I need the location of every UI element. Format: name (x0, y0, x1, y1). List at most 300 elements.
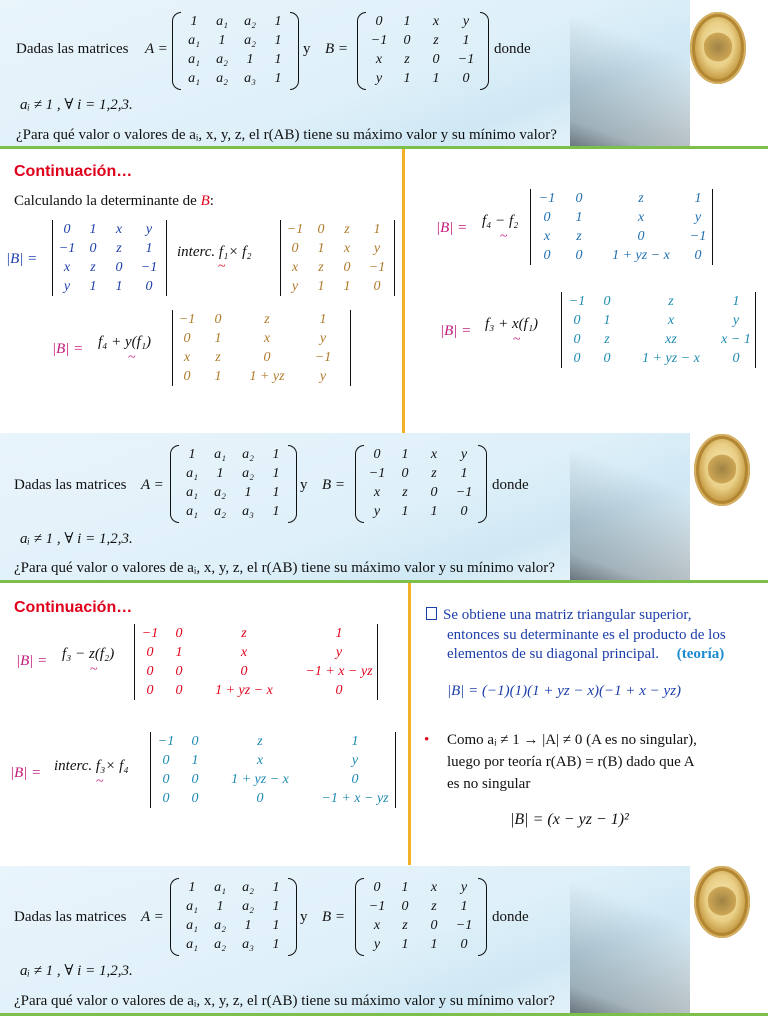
matrix-cell: a₃ (242, 937, 254, 952)
matrix-cell: x (373, 485, 381, 500)
matrix-cell: a₂ (244, 33, 256, 48)
matrix-cell: xz (665, 332, 677, 347)
matrix-cell: 1 (432, 71, 440, 86)
matrix-cell: 0 (460, 504, 468, 519)
matrix-cell: 0 (573, 351, 581, 366)
detb-label-5: |B| = (16, 653, 48, 669)
matrix-cell: a₁ (188, 52, 200, 67)
header-y: y (303, 41, 311, 57)
matrix-cell: a₃ (242, 504, 254, 519)
matrix-cell: 0 (115, 260, 123, 275)
matrix-cell: 0 (343, 260, 351, 275)
header-a-label: A = (141, 909, 164, 925)
note-line-1 (426, 606, 691, 624)
matrix-cell: a₁ (188, 71, 200, 86)
matrix-cell: 0 (543, 248, 551, 263)
matrix-cell: −1 (368, 466, 386, 481)
matrix-cell: y (460, 880, 468, 895)
note-3-text: elementos de su diagonal principal. (447, 646, 660, 662)
tilde-2: ~ (128, 350, 136, 365)
det-bar (561, 292, 562, 368)
paren-right (288, 445, 297, 523)
header-content-3 (0, 866, 768, 1014)
matrix-cell: −1 (455, 918, 473, 933)
matrix-cell: 0 (430, 485, 438, 500)
matrix-cell: z (241, 626, 247, 641)
det-matrix-7 (152, 732, 400, 808)
matrix-cell: 1 (145, 241, 153, 256)
matrix-cell: y (351, 753, 359, 768)
matrix-cell: y (319, 331, 327, 346)
matrix-cell: 1 (272, 880, 280, 895)
matrix-cell: 1 (272, 485, 280, 500)
matrix-cell: 1 (274, 33, 282, 48)
matrix-cell: −1 (689, 229, 707, 244)
matrix-cell: 1 (274, 14, 282, 29)
header-question: ¿Para qué valor o valores de aᵢ, x, y, z, el r(AB) tiene su máximo valor y su mínimo valor? (16, 127, 557, 143)
paren-right (478, 445, 487, 523)
op-row-2: f₄ + y(f₁) (98, 334, 152, 350)
matrix-cell: 0 (462, 71, 470, 86)
op-row-4: f₃ + x(f₁) (485, 316, 539, 332)
matrix-cell: a₁ (186, 918, 198, 933)
matrix-cell: a₂ (244, 14, 256, 29)
matrix-cell: −1 + x − yz (321, 791, 389, 806)
det-bar (530, 189, 531, 265)
matrix-cell: 0 (403, 33, 411, 48)
matrix-cell: 1 (274, 71, 282, 86)
matrix-cell: 0 (175, 664, 183, 679)
tilde-6: ~ (96, 774, 104, 789)
header-content-2 (0, 433, 768, 581)
header-condition: aᵢ ≠ 1 , ∀ i = 1,2,3. (20, 531, 133, 547)
matrix-cell: 1 (274, 52, 282, 67)
matrix-cell: 1 (403, 14, 411, 29)
matrix-cell: y (460, 447, 468, 462)
matrix-cell: a₂ (214, 937, 226, 952)
matrix-cell: −1 (178, 312, 196, 327)
calc-text (14, 192, 214, 210)
bullet-icon: • (424, 732, 430, 748)
header-donde: donde (492, 477, 529, 493)
calc-prefix: Calculando la determinante de (14, 193, 201, 209)
matrix-cell: x (373, 918, 381, 933)
matrix-cell: 1 (89, 279, 97, 294)
matrix-cell: y (732, 313, 740, 328)
matrix-cell: x − 1 (721, 332, 751, 347)
matrix-cell: 1 (317, 241, 325, 256)
det-matrix-2 (282, 220, 394, 296)
matrix-cell: y (291, 279, 299, 294)
header-question: ¿Para qué valor o valores de aᵢ, x, y, z, el r(AB) tiene su máximo valor y su mínimo valor? (14, 560, 555, 576)
matrix-cell: a₂ (216, 71, 228, 86)
detb-label-3: |B| = (436, 220, 468, 236)
matrix-cell: y (373, 241, 381, 256)
matrix-cell: −1 (370, 33, 388, 48)
matrix-cell: y (373, 504, 381, 519)
matrix-cell: 1 + yz − x (231, 772, 289, 787)
header-intro: Dadas las matrices (14, 909, 127, 925)
matrix-cell: a₂ (214, 918, 226, 933)
matrix-cell: −1 (314, 350, 332, 365)
matrix-cell: y (375, 71, 383, 86)
det-matrix-4 (532, 189, 710, 265)
header-b-label: B = (322, 909, 346, 925)
matrix-cell: 0 (373, 279, 381, 294)
matrix-cell: 1 (373, 222, 381, 237)
header-intro: Dadas las matrices (16, 41, 129, 57)
det-bar (350, 310, 351, 386)
matrix-cell: 0 (460, 937, 468, 952)
tilde-1: ~ (218, 259, 226, 274)
matrix-cell: 0 (240, 664, 248, 679)
matrix-cell: y (694, 210, 702, 225)
header-condition: aᵢ ≠ 1 , ∀ i = 1,2,3. (20, 97, 133, 113)
matrix-cell: a₂ (214, 504, 226, 519)
matrix-cell: 1 (575, 210, 583, 225)
matrix-cell: 0 (145, 279, 153, 294)
matrix-cell: x (240, 645, 248, 660)
header-divider (0, 146, 768, 149)
matrix-cell: 1 (694, 191, 702, 206)
matrix-cell: 0 (373, 880, 381, 895)
matrix-cell: a₂ (242, 880, 254, 895)
matrix-cell: 1 (272, 918, 280, 933)
det-bar (172, 310, 173, 386)
matrix-cell: 0 (146, 683, 154, 698)
matrix-cell: −1 (368, 899, 386, 914)
detb-label-6: |B| = (10, 765, 42, 781)
tilde-4: ~ (513, 332, 521, 347)
matrix-cell: x (183, 350, 191, 365)
header-donde: donde (494, 41, 531, 57)
matrix-cell: a₂ (242, 899, 254, 914)
header-question: ¿Para qué valor o valores de aᵢ, x, y, z, el r(AB) tiene su máximo valor y su mínimo valor? (14, 993, 555, 1009)
matrix-cell: z (604, 332, 610, 347)
note-1-text: Se obtiene una matriz triangular superior, (443, 607, 692, 623)
matrix-cell: a₁ (186, 937, 198, 952)
matrix-cell: 0 (191, 772, 199, 787)
matrix-cell: z (638, 191, 644, 206)
matrix-cell: 1 (430, 937, 438, 952)
matrix-a (180, 12, 292, 88)
header-a-label: A = (141, 477, 164, 493)
matrix-cell: −1 (568, 294, 586, 309)
header-b-label: B = (322, 477, 346, 493)
matrix-cell: 1 (218, 33, 226, 48)
matrix-cell: 1 (191, 753, 199, 768)
matrix-cell: x (375, 52, 383, 67)
matrix-cell: 1 (401, 504, 409, 519)
matrix-cell: 0 (603, 294, 611, 309)
matrix-cell: 1 (319, 312, 327, 327)
matrix-cell: a₁ (186, 504, 198, 519)
matrix-cell: 1 (401, 937, 409, 952)
matrix-cell: a₁ (186, 466, 198, 481)
matrix-cell: z (402, 485, 408, 500)
matrix-cell: 0 (162, 791, 170, 806)
matrix-cell: 1 (732, 294, 740, 309)
matrix-cell: 0 (183, 369, 191, 384)
section2-title: Continuación… (14, 599, 133, 616)
matrix-cell: −1 (140, 260, 158, 275)
matrix-cell: z (402, 918, 408, 933)
matrix-cell: 0 (256, 791, 264, 806)
matrix-cell: −1 + x − yz (305, 664, 373, 679)
matrix-b (365, 12, 481, 88)
como-line-3: es no singular (447, 776, 531, 792)
matrix-cell: x (256, 753, 264, 768)
det-matrix-6 (136, 624, 384, 700)
matrix-cell: a₂ (242, 447, 254, 462)
matrix-cell: 1 (460, 899, 468, 914)
matrix-cell: x (291, 260, 299, 275)
column-divider-1 (402, 149, 405, 433)
matrix-cell: 1 + yz − x (642, 351, 700, 366)
matrix-cell: 0 (694, 248, 702, 263)
note-line-2: entonces su determinante es el producto de los (447, 627, 726, 643)
matrix-cell: 0 (430, 918, 438, 933)
matrix-cell: 1 (244, 485, 252, 500)
matrix-cell: z (433, 33, 439, 48)
matrix-cell: 0 (89, 241, 97, 256)
matrix-cell: 1 (272, 504, 280, 519)
matrix-cell: 0 (183, 331, 191, 346)
det-matrix-1 (54, 220, 166, 296)
matrix-cell: 1 (190, 14, 198, 29)
detb-label-4: |B| = (440, 323, 472, 339)
matrix-cell: −1 (157, 734, 175, 749)
paren-right (288, 878, 297, 956)
detb-label-1: |B| = (6, 251, 38, 267)
op-row-6: interc. f₃× f₄ (54, 758, 129, 774)
matrix-cell: z (90, 260, 96, 275)
matrix-cell: y (462, 14, 470, 29)
det-bar (166, 220, 167, 296)
matrix-cell: 0 (291, 241, 299, 256)
matrix-cell: 0 (351, 772, 359, 787)
matrix-cell: −1 (58, 241, 76, 256)
matrix-cell: 0 (573, 332, 581, 347)
matrix-cell: z (576, 229, 582, 244)
matrix-cell: z (431, 899, 437, 914)
matrix-cell: 1 (401, 447, 409, 462)
det-bar (394, 220, 395, 296)
matrix-cell: 0 (732, 351, 740, 366)
matrix-cell: 0 (191, 734, 199, 749)
matrix-cell: x (543, 229, 551, 244)
matrix-cell: z (257, 734, 263, 749)
op-interc-1: interc. f₁× f₂ (177, 244, 252, 260)
matrix-cell: a₁ (188, 33, 200, 48)
detb-label-2: |B| = (52, 341, 84, 357)
tilde-5: ~ (90, 662, 98, 677)
matrix-cell: −1 (141, 626, 159, 641)
matrix-cell: 1 (214, 331, 222, 346)
det-bar (377, 624, 378, 700)
note-line-3 (447, 645, 724, 663)
matrix-cell: x (637, 210, 645, 225)
matrix-cell: z (668, 294, 674, 309)
det-bar (712, 189, 713, 265)
matrix-cell: 0 (214, 312, 222, 327)
det-matrix-3 (174, 310, 348, 386)
matrix-cell: 0 (401, 466, 409, 481)
column-divider-2 (408, 583, 411, 865)
det-bar (395, 732, 396, 808)
header-donde: donde (492, 909, 529, 925)
matrix-cell: z (215, 350, 221, 365)
matrix-cell: 1 (216, 899, 224, 914)
matrix-cell: 0 (637, 229, 645, 244)
header-condition: aᵢ ≠ 1 , ∀ i = 1,2,3. (20, 963, 133, 979)
como-line-2: luego por teoría r(AB) = r(B) dado que A (447, 754, 695, 770)
matrix-cell: a₂ (242, 466, 254, 481)
header-intro: Dadas las matrices (14, 477, 127, 493)
paren-right (480, 12, 489, 90)
matrix-cell: y (145, 222, 153, 237)
matrix-cell: z (404, 52, 410, 67)
matrix-cell: 1 (115, 279, 123, 294)
matrix-b (363, 878, 479, 954)
matrix-cell: 1 (343, 279, 351, 294)
matrix-cell: z (264, 312, 270, 327)
matrix-cell: 1 (335, 626, 343, 641)
matrix-cell: x (115, 222, 123, 237)
matrix-cell: 0 (575, 248, 583, 263)
como-line-1: Como aᵢ ≠ 1 → |A| ≠ 0 (A es no singular), (447, 732, 697, 748)
matrix-cell: 0 (63, 222, 71, 237)
matrix-cell: 1 (351, 734, 359, 749)
matrix-cell: x (432, 14, 440, 29)
header-y: y (300, 477, 308, 493)
matrix-a (178, 445, 290, 521)
matrix-cell: a₁ (186, 899, 198, 914)
header-a-label: A = (145, 41, 168, 57)
header-y: y (300, 909, 308, 925)
op-row-3: f₄ − f₂ (482, 213, 519, 229)
matrix-cell: y (319, 369, 327, 384)
matrix-cell: a₁ (216, 14, 228, 29)
matrix-cell: 0 (432, 52, 440, 67)
matrix-cell: a₂ (216, 52, 228, 67)
matrix-cell: 1 (272, 466, 280, 481)
matrix-cell: 0 (175, 626, 183, 641)
matrix-cell: z (318, 260, 324, 275)
matrix-cell: 1 (214, 369, 222, 384)
op-row-5: f₃ − z(f₂) (62, 646, 115, 662)
matrix-cell: 1 (246, 52, 254, 67)
calc-suffix: : (209, 193, 214, 209)
matrix-cell: z (431, 466, 437, 481)
calc-var: B (200, 193, 210, 209)
matrix-cell: −1 (538, 191, 556, 206)
product-formula: |B| = (−1)(1)(1 + yz − x)(−1 + x − yz) (447, 683, 682, 699)
matrix-cell: y (335, 645, 343, 660)
matrix-cell: x (263, 331, 271, 346)
result-formula: |B| = (x − yz − 1)² (510, 811, 629, 828)
matrix-cell: −1 (286, 222, 304, 237)
matrix-cell: a₁ (186, 485, 198, 500)
matrix-cell: 0 (543, 210, 551, 225)
matrix-cell: 1 (89, 222, 97, 237)
matrix-cell: 0 (162, 772, 170, 787)
matrix-cell: 1 (175, 645, 183, 660)
matrix-cell: 0 (146, 664, 154, 679)
header-shade (570, 0, 690, 148)
matrix-cell: z (116, 241, 122, 256)
det-bar (52, 220, 53, 296)
matrix-cell: x (430, 880, 438, 895)
matrix-cell: y (373, 937, 381, 952)
matrix-cell: 0 (375, 14, 383, 29)
matrix-cell: 0 (335, 683, 343, 698)
tilde-3: ~ (500, 229, 508, 244)
university-seal (690, 12, 746, 84)
matrix-cell: x (343, 241, 351, 256)
teoria-tag: (teoría) (676, 646, 725, 662)
matrix-cell: 1 (216, 466, 224, 481)
matrix-cell: 1 + yz (249, 369, 285, 384)
matrix-cell: 1 (403, 71, 411, 86)
matrix-cell: 1 (430, 504, 438, 519)
matrix-cell: 0 (146, 645, 154, 660)
det-bar (150, 732, 151, 808)
matrix-cell: x (667, 313, 675, 328)
matrix-cell: −1 (368, 260, 386, 275)
matrix-cell: 0 (575, 191, 583, 206)
det-bar (134, 624, 135, 700)
matrix-cell: −1 (455, 485, 473, 500)
matrix-cell: 1 (460, 466, 468, 481)
matrix-cell: 0 (573, 313, 581, 328)
matrix-a (178, 878, 290, 954)
matrix-cell: 1 (462, 33, 470, 48)
matrix-cell: 1 (272, 447, 280, 462)
matrix-cell: 1 (272, 899, 280, 914)
paren-right (478, 878, 487, 956)
matrix-cell: −1 (457, 52, 475, 67)
det-bar (755, 292, 756, 368)
matrix-cell: a₃ (244, 71, 256, 86)
matrix-cell: 1 (317, 279, 325, 294)
matrix-cell: 0 (263, 350, 271, 365)
matrix-cell: 0 (191, 791, 199, 806)
matrix-cell: 1 + yz − x (215, 683, 273, 698)
matrix-cell: a₁ (214, 880, 226, 895)
matrix-cell: 1 (603, 313, 611, 328)
matrix-cell: 1 + yz − x (612, 248, 670, 263)
matrix-cell: a₁ (214, 447, 226, 462)
matrix-cell: 1 (401, 880, 409, 895)
matrix-cell: 1 (244, 918, 252, 933)
matrix-cell: x (63, 260, 71, 275)
matrix-cell: y (63, 279, 71, 294)
section1-title: Continuación… (14, 163, 133, 180)
matrix-cell: 0 (373, 447, 381, 462)
matrix-cell: z (344, 222, 350, 237)
matrix-cell: x (430, 447, 438, 462)
matrix-cell: 0 (162, 753, 170, 768)
det-bar (280, 220, 281, 296)
matrix-cell: 1 (188, 880, 196, 895)
matrix-cell: 0 (175, 683, 183, 698)
paren-right (290, 12, 299, 90)
matrix-cell: a₂ (214, 485, 226, 500)
matrix-cell: 1 (188, 447, 196, 462)
matrix-b (363, 445, 479, 521)
checkbox-bullet-icon (426, 607, 437, 620)
